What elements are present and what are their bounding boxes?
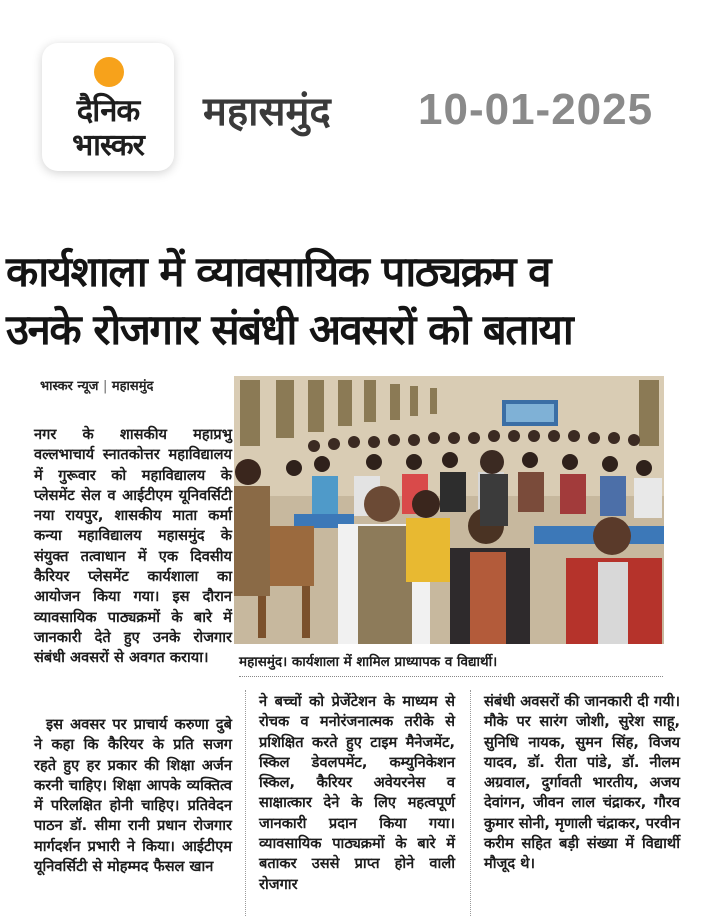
headline-line-1: कार्यशाला में व्यावसायिक पाठ्यक्रम व — [6, 247, 550, 296]
byline-source: भास्कर न्यूज — [40, 379, 99, 394]
photo-caption: महासमुंद। कार्यशाला में शामिल प्राध्यापक व विद्यार्थी। — [239, 654, 498, 670]
edition-city: महासमुंद — [203, 89, 331, 135]
article-column-3 — [484, 692, 680, 875]
article-column-1 — [34, 425, 232, 669]
logo-text-line1: दैनिक — [76, 93, 140, 129]
edition-date: 10-01-2025 — [418, 85, 654, 134]
column-divider-2 — [470, 690, 471, 916]
headline-line-2: उनके रोजगार संबंधी अवसरों को बताया — [6, 305, 573, 354]
article-paragraph-4: संबंधी अवसरों की जानकारी दी गयी। मौके पर सारंग जोशी, सुरेश साहू, सुनिधि नायक, सुमन सिंह, विजय यादव, डॉ. रीता पांडे, डॉ. नीलम अग्रवाल, दुर्गावती भारतीय, अजय देवांगन, जीवन लाल चंद्राकर, गौरव कुमार सोनी, मृणाली चंद्राकर, परवीन करीम सहित बड़ी संख्या में विद्यार्थी मौजूद थे। — [484, 693, 680, 873]
article-photo — [234, 376, 664, 644]
article-headline — [6, 243, 706, 359]
byline-place: महासमुंद — [111, 379, 154, 394]
logo-text-line2: भास्कर — [72, 128, 144, 163]
byline — [40, 376, 230, 394]
article-paragraph-1: नगर के शासकीय महाप्रभु वल्लभाचार्य स्नातकोत्तर महाविद्यालय में गुरूवार को महाविद्यालय के प्लेसमेंट सेल व आईटीएम यूनिवर्सिटी नया रायपुर, शासकीय माता कर्मा कन्या महाविद्यालय महासमुंद के संयुक्त तत्वाधान में एक दिवसीय कैरियर प्लेसमेंट कार्यशाला का आयोजन किया गया। इस दौरान व्यावसायिक पाठ्यक्रमों के बारे में जानकारी देते हुए उनके रोजगार संबंधी अवसरों से अवगत कराया। — [34, 426, 232, 667]
logo-sun-icon — [94, 57, 124, 87]
column-divider-1 — [245, 690, 246, 916]
workshop-photo-illustration — [234, 376, 664, 644]
article-column-1-continued — [34, 715, 232, 877]
article-paragraph-3: ने बच्चों को प्रेजेंटेशन के माध्यम से रोचक व मनोरंजनात्मक तरीके से प्रशिक्षित करते हुए टाइम मैनेजमेंट, स्किल डेवलपमेंट, कम्युनिकेशन स्किल, कैरियर अवेयरनेस व साक्षात्कार देने के लिए महत्वपूर्ण जानकारी प्रदान किया गया। व्यावसायिक पाठ्यक्रमों के बारे में बताकर उससे प्राप्त होने वाली रोजगार — [259, 693, 455, 893]
article-paragraph-2: इस अवसर पर प्राचार्य करुणा दुबे ने कहा कि कैरियर के प्रति सजग रहते हुए हर प्रकार की शिक्षा अर्जन करनी चाहिए। शिक्षा आपके व्यक्तित्व में परिलक्षित होनी चाहिए। प्रतिवेदन पाठन डॉ. सीमा रानी प्रधान रोजगार मार्गदर्शन प्रभारी ने किया। आईटीएम यूनिवर्सिटी से मोहम्मद फैसल खान — [34, 716, 232, 876]
caption-divider — [239, 676, 663, 677]
byline-separator: | — [102, 379, 108, 394]
dainik-bhaskar-logo — [42, 43, 174, 171]
article-column-2 — [259, 692, 455, 895]
